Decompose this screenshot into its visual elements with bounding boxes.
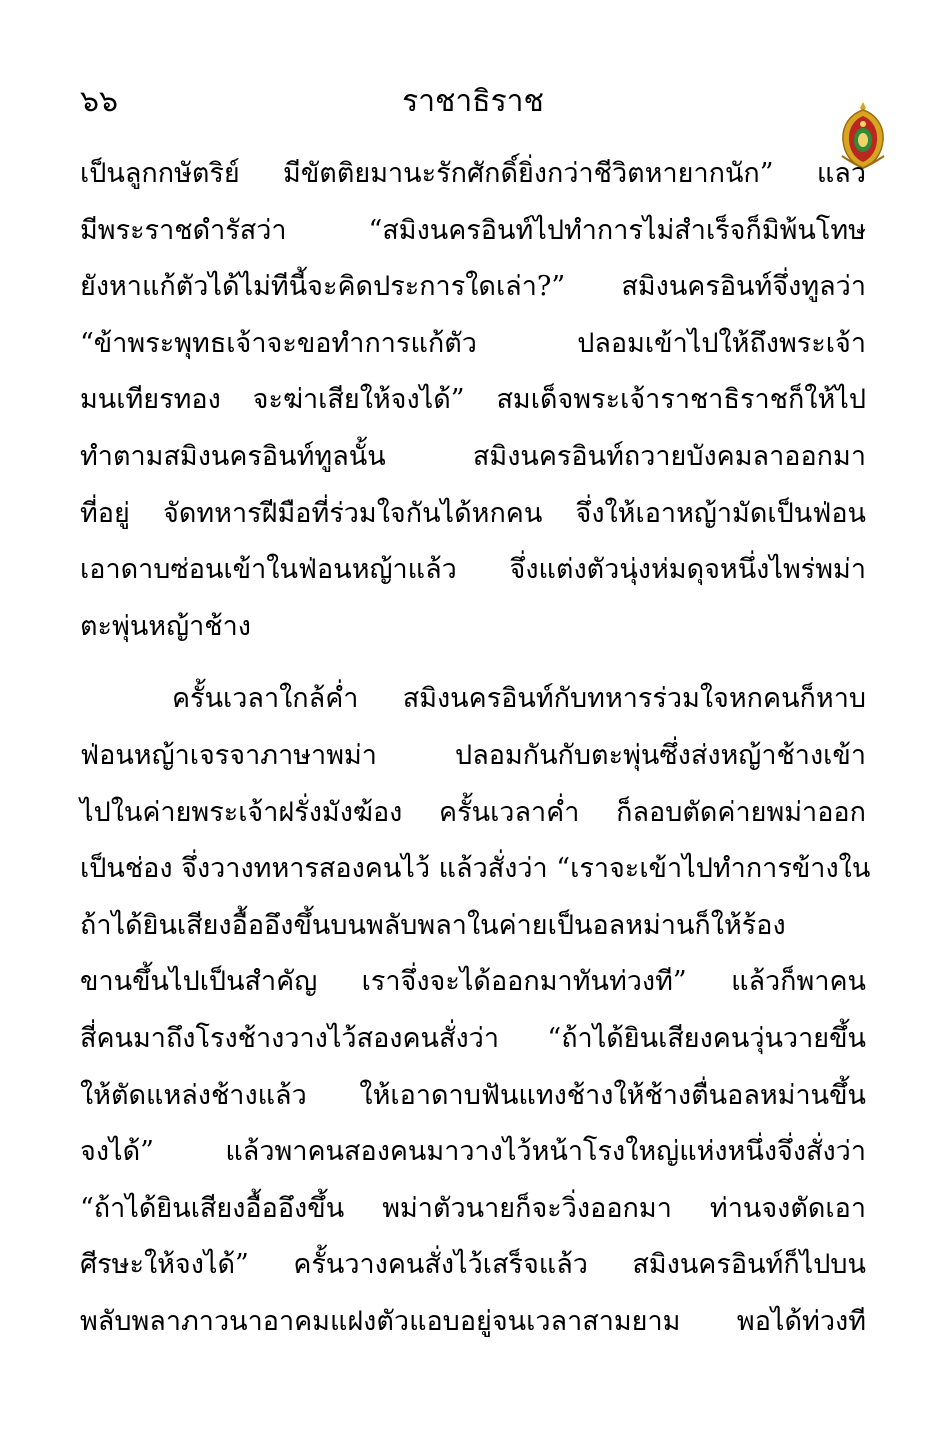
text-line: ฟ่อนหญ้าเจรจาภาษาพม่า ปลอมกันกับตะพุ่นซึ่งส่งหญ้าช้างเข้า: [80, 739, 866, 771]
text-line: “ถ้าได้ยินเสียงอื้ออึงขึ้น พม่าตัวนายก็จะวิ่งออกมา ท่านจงตัดเอา: [80, 1192, 866, 1224]
text-line: มีพระราชดำรัสว่า “สมิงนครอินท์ไปทำการไม่สำเร็จก็มิพ้นโทษ: [80, 214, 866, 246]
text-line: ครั้นเวลาใกล้ค่ำ สมิงนครอินท์กับทหารร่วมใจหกคนก็หาบ: [172, 683, 866, 715]
text-line: ตะพุ่นหญ้าช้าง: [80, 610, 251, 642]
paragraph: [80, 146, 866, 655]
text-line: จงได้” แล้วพาคนสองคนมาวางไว้หน้าโรงใหญ่แห่งหนึ่งจึ่งสั่งว่า: [80, 1136, 866, 1168]
text-line: ถ้าได้ยินเสียงอื้ออึงขึ้นบนพลับพลาในค่ายเป็นอลหม่านก็ให้ร้อง: [80, 909, 786, 941]
body-text: [80, 146, 871, 1350]
text-line: สี่คนมาถึงโรงช้างวางไว้สองคนสั่งว่า “ถ้าได้ยินเสียงคนวุ่นวายขึ้น: [80, 1022, 866, 1054]
text-line: ทำตามสมิงนครอินท์ทูลนั้น สมิงนครอินท์ถวายบังคมลาออกมา: [80, 440, 866, 472]
paragraph-gap: [80, 655, 866, 671]
text-line: เป็นลูกกษัตริย์ มีขัตติยมานะรักศักดิ์ยิ่งกว่าชีวิตหายากนัก” แลว: [80, 158, 866, 189]
page-number: ๖๖: [80, 84, 119, 119]
text-line: มนเทียรทอง จะฆ่าเสียให้จงได้” สมเด็จพระเจ้าราชาธิราชก็ให้ไป: [80, 384, 866, 416]
text-line: ศีรษะให้จงได้” ครั้นวางคนสั่งไว้เสร็จแล้ว สมิงนครอินท์ก็ไปบน: [80, 1249, 866, 1281]
text-line: ขานขึ้นไปเป็นสำคัญ เราจึ่งจะได้ออกมาทันท่วงที” แล้วก็พาคน: [80, 966, 866, 998]
paragraph: [80, 671, 871, 1350]
running-title: ราชาธิราช: [402, 84, 544, 119]
text-line: “ข้าพระพุทธเจ้าจะขอทำการแก้ตัว ปลอมเข้าไปให้ถึงพระเจ้า: [80, 327, 866, 359]
text-line: ที่อยู่ จัดทหารฝีมือที่ร่วมใจกันได้หกคน จึ่งให้เอาหญ้ามัดเป็นฟ่อน: [80, 497, 866, 529]
text-line: ไปในค่ายพระเจ้าฝรั่งมังฆ้อง ครั้นเวลาค่ำ ก็ลอบตัดค่ายพม่าออก: [80, 796, 866, 828]
text-line: ยังหาแก้ตัวได้ไม่ทีนี้จะคิดประการใดเล่า?” สมิงนครอินท์จึ่งทูลว่า: [80, 271, 866, 303]
page-header: [80, 78, 866, 126]
text-line: เป็นช่อง จึ่งวางทหารสองคนไว้ แล้วสั่งว่า “เราจะเข้าไปทำการข้างใน: [80, 853, 871, 885]
text-line: พลับพลาภาวนาอาคมแฝงตัวแอบอยู่จนเวลาสามยาม พอได้ท่วงที: [80, 1305, 866, 1337]
text-line: เอาดาบซ่อนเข้าในฟ่อนหญ้าแล้ว จึ่งแต่งตัวนุ่งห่มดุจหนึ่งไพร่พม่า: [80, 554, 866, 586]
text-line: ให้ตัดแหล่งช้างแล้ว ให้เอาดาบฟันแทงช้างให้ช้างตื่นอลหม่านขึ้น: [80, 1079, 866, 1111]
